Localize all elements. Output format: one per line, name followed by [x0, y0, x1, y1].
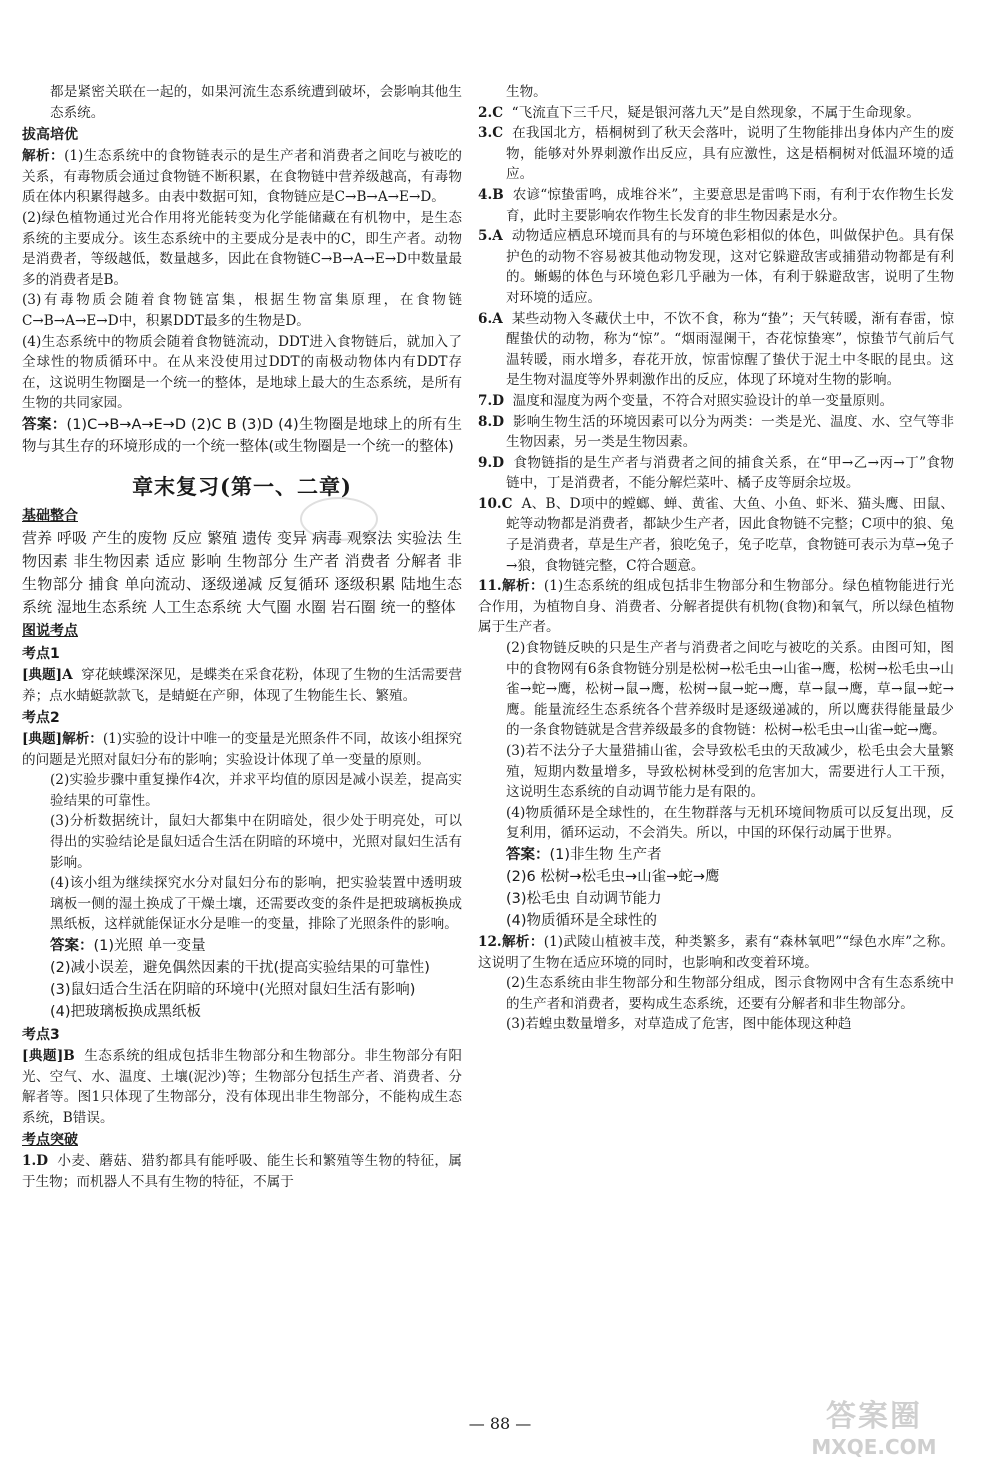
question-number: 2.C [478, 104, 504, 121]
answer-text: (1)C→B→A→E→D (2)C B (3)D (4)生物圈是地球上的所有生物与其生存的环境形成的一个统一整体(或生物圈是一个统一的整体) [22, 416, 463, 455]
question-number: 1.D [22, 1153, 48, 1170]
kaodian-2-answer-4: (4)把玻璃板换成黑纸板 [50, 1004, 202, 1021]
intro-text: 都是紧密关联在一起的，如果河流生态系统遭到破坏，会影响其他生态系统。 [50, 84, 462, 121]
answer-label: 答案： [50, 938, 94, 955]
section-heading-tupo: 考点突破 [22, 1132, 78, 1149]
right-column [478, 82, 954, 1035]
q11-analysis-2: (2)食物链反映的只是生产者与消费者之间吃与被吃的关系。由图可知，图中的食物网有6条食物链分别是松树→松毛虫→山雀→鹰，松树→松毛虫→山雀→蛇→鹰，松树→鼠→鹰，松树→鼠→蛇→鹰，草→鼠→鹰，草→鼠→蛇→鹰。能量流经生态系统各个营养级时是逐级递减的，所以鹰获得能量最少的一条食物链就是含营养级最多的食物链：松树→松毛虫→山雀→蛇→鹰。 [506, 640, 954, 739]
answer-item [478, 123, 954, 185]
tigao-answer [22, 414, 462, 458]
kaodian-2-analysis-2: (2)实验步骤中重复操作4次，并求平均值的原因是减小误差，提高实验结果的可靠性。 [50, 772, 462, 809]
kaodian-2-answer-3: (3)鼠妇适合生活在阴暗的环境中(光照对鼠妇生活有影响) [50, 982, 416, 999]
tigao-analysis-1 [22, 146, 462, 208]
q11-answer-3: (3)松毛虫 自动调节能力 [506, 890, 662, 907]
kaodian-2-answer-2: (2)减小误差，避免偶然因素的干扰(提高实验结果的可靠性) [50, 960, 430, 977]
section-heading-jichu: 基础整合 [22, 507, 78, 524]
left-column [22, 82, 462, 1193]
q11-answer-4: (4)物质循环是全球性的 [506, 912, 658, 929]
kaodian-2-answer-1 [22, 935, 462, 957]
answer-letter: B [63, 1048, 75, 1065]
question-number: 7.D [478, 392, 504, 409]
watermark-url: MXQE.COM [811, 1435, 937, 1459]
typical-question-tag: [典题] [22, 731, 63, 748]
answer-item-text: 在我国北方，梧桐树到了秋天会落叶，说明了生物能排出身体内产生的废物，能够对外界刺激作出反应，具有应激性，这是梧桐树对低温环境的适应。 [506, 125, 954, 183]
answer-label: 答案： [506, 846, 550, 863]
q12-analysis-3: (3)若蝗虫数量增多，对草造成了危害，图中能体现这种趋 [506, 1016, 852, 1033]
kaodian-2-label: 考点2 [22, 710, 60, 727]
question-text: 小麦、蘑菇、猎豹都具有能呼吸、能生长和繁殖等生物的特征，属于生物；而机器人不具有生物的特征，不属于 [22, 1153, 462, 1190]
q11-answer-2: (2)6 松树→松毛虫→山雀→蛇→鹰 [506, 868, 720, 885]
watermark-logo: 答案圈 [826, 1399, 922, 1434]
question-number: 10.C [478, 495, 513, 512]
section-heading-tushuo: 图说考点 [22, 622, 78, 639]
answer-text: (1)非生物 生产者 [549, 846, 662, 863]
answer-item-text: 某些动物入冬藏伏土中，不饮不食，称为“蛰”；天气转暖，渐有春雷，惊醒蛰伏的动物，称为“惊”。“烟雨湿阑干，杏花惊蛰寒”，惊蛰节气前后气温转暖，雨水增多，春花开放，惊雷惊醒了蛰伏于泥土中冬眠的昆虫。这是生物对温度等外界刺激作出的反应，体现了环境对生物的影响。 [506, 310, 954, 389]
q11-answer-1 [478, 844, 954, 866]
answer-item-text: 影响生物生活的环境因素可以分为两类：一类是光、温度、水、空气等非生物因素，另一类是生物因素。 [506, 413, 954, 451]
answer-item [478, 494, 954, 576]
answer-item-text: “飞流直下三千尺，疑是银河落九天”是自然现象，不属于生命现象。 [511, 104, 920, 121]
answer-letter: A [62, 666, 73, 683]
kaodian-2-analysis-1 [22, 729, 462, 770]
kaodian-3-label: 考点3 [22, 1027, 60, 1044]
answer-item [478, 185, 954, 226]
analysis-label: 解析： [22, 148, 65, 165]
question-12 [478, 932, 954, 973]
kaodian-3-text [22, 1046, 462, 1128]
answer-item [478, 103, 954, 124]
watermark [764, 1399, 984, 1465]
question-number: 8.D [478, 413, 504, 430]
answer-item [478, 391, 954, 412]
kaodian-1-body: 穿花蛱蝶深深见，是蝶类在采食花粉，体现了生物的生活需要营养；点水蜻蜓款款飞，是蜻蜓在产卵，体现了生物能生长、繁殖。 [22, 666, 462, 704]
answer-item-text: 农谚“惊蛰雷鸣，成堆谷米”，主要意思是雷鸣下雨，有利于农作物生长发育，此时主要影响农作物生长发育的非生物因素是水分。 [506, 186, 954, 224]
kaodian-1-text [22, 665, 462, 706]
q11-analysis-4: (4)物质循环是全球性的，在生物群落与无机环境间物质可以反复出现，反复利用，循环运动，不会消失。所以，中国的环保行动属于世界。 [506, 804, 954, 842]
q12-analysis-2: (2)生态系统由非生物部分和生物部分组成，图示食物网中含有生态系统中的生产者和消费者，要构成生态系统，还要有分解者和非生物部分。 [506, 975, 954, 1012]
answer-item [478, 453, 954, 494]
question-number: 6.A [478, 310, 503, 327]
answer-item [478, 412, 954, 453]
answer-label: 答案： [22, 416, 67, 433]
section-heading-tigao: 拔高培优 [22, 127, 78, 144]
kaodian-3-body: 生态系统的组成包括非生物部分和生物部分。非生物部分有阳光、空气、水、温度、土壤(泥沙)等；生物部分包括生产者、消费者、分解者等。图1只体现了生物部分，没有体现出非生物部分，不能构成生态系统，B错误。 [22, 1048, 462, 1126]
typical-question-tag: [典题] [22, 1048, 64, 1065]
continued-text: 生物。 [506, 84, 547, 100]
question-number: 5.A [478, 228, 503, 245]
analysis-text: (1)武陵山植被丰茂，种类繁多，素有“森林氧吧”“绿色水库”之称。这说明了生物在适应环境的同时，也影响和改变着环境。 [478, 933, 954, 971]
question-11 [478, 576, 954, 638]
answer-text: (1)光照 单一变量 [93, 938, 206, 955]
question-number: 4.B [478, 186, 504, 203]
answer-item-text: 温度和湿度为两个变量，不符合对照实验设计的单一变量原则。 [512, 392, 894, 409]
q11-analysis-3: (3)若不法分子大量猎捕山雀，会导致松毛虫的天敌减少，松毛虫会大量繁殖，短期内数量增多，导致松树林受到的危害加大，需要进行人工干预，这说明生态系统的自动调节能力是有限的。 [506, 743, 954, 801]
analysis-text: (1)生态系统的组成包括非生物部分和生物部分。绿色植物能进行光合作用，为植物自身、消费者、分解者提供有机物(食物)和氧气，所以绿色植物属于生产者。 [478, 578, 954, 636]
typical-question-tag: [典题] [22, 666, 63, 683]
page-number: — 88 — [468, 1414, 532, 1433]
key-terms: 营养 呼吸 产生的废物 反应 繁殖 遗传 变异 病毒 观察法 实验法 生物因素 非生物因素 适应 影响 生物部分 生产者 消费者 分解者 非生物部分 捕食 单向流动、逐级递减 反复循环 逐级积累 陆地生态系统 湿地生态系统 人工生态系统 大气圈 水圈 岩石圈 统一的整体 [22, 528, 462, 616]
kaodian-2-analysis-3: (3)分析数据统计，鼠妇大都集中在阴暗处，很少处于明亮处，可以得出的实验结论是鼠妇适合生活在阴暗的环境中，光照对鼠妇生活有影响。 [50, 813, 462, 871]
question-number: 9.D [478, 454, 504, 471]
analysis-label: 解析： [501, 578, 544, 595]
tigao-analysis-3: (3)有毒物质会随着食物链富集，根据生物富集原理，在食物链C→B→A→E→D中，积累DDT最多的生物是D。 [22, 292, 462, 329]
answer-item-text: 动物适应栖息环境而具有的与环境色彩相似的体色，叫做保护色。具有保护色的动物不容易被其他动物发现，这对它躲避敌害或捕猎动物都是有利的。蜥蜴的体色与环境色彩几乎融为一体，有利于躲避敌害，说明了生物对环境的适应。 [506, 228, 954, 306]
answer-list [478, 103, 954, 577]
analysis-label: 解析： [62, 731, 103, 748]
answer-item-text: A、B、D项中的螳螂、蝉、黄雀、大鱼、小鱼、虾米、猫头鹰、田鼠、蛇等动物都是消费者，都缺少生产者，因此食物链不完整；C项中的狼、兔子是消费者，草是生产者，狼吃兔子，兔子吃草，食物链可表示为草→兔子→狼，食物链完整，C符合题意。 [506, 495, 954, 574]
question-number: 3.C [478, 125, 504, 142]
kaodian-1-label: 考点1 [22, 645, 60, 662]
analysis-text: (1)实验的设计中唯一的变量是光照条件不同，故该小组探究的问题是光照对鼠妇分布的影响；实验设计体现了单一变量的原则。 [22, 731, 462, 768]
answer-item-text: 食物链指的是生产者与消费者之间的捕食关系，在“甲→乙→丙→丁”食物链中，丁是消费者，不能分解烂菜叶、橘子皮等厨余垃圾。 [506, 454, 954, 492]
stamp-mark [300, 497, 378, 541]
kaodian-2-analysis-4: (4)该小组为继续探究水分对鼠妇分布的影响，把实验装置中透明玻璃板一侧的湿土换成了干燥土壤，还需要改变的条件是把玻璃板换成黑纸板，这样就能保证水分是唯一的变量，排除了光照条件的影响。 [50, 875, 462, 933]
question-1 [22, 1151, 462, 1192]
analysis-text: (1)生态系统中的食物链表示的是生产者和消费者之间吃与被吃的关系，有毒物质会通过食物链不断积累，在食物链中营养级越高，有毒物质在体内积累得越多。由表中数据可知，食物链应是C→B→A→E→D。 [22, 148, 462, 206]
chapter-title: 章末复习(第一、二章) [132, 473, 352, 499]
answer-item [478, 309, 954, 391]
question-number: 12. [478, 933, 502, 950]
question-number: 11. [478, 578, 502, 595]
tigao-analysis-4: (4)生态系统中的物质会随着食物链流动，DDT进入食物链后，就加入了全球性的物质循环中。在从来没使用过DDT的南极动物体内有DDT存在，这说明生物圈是一个统一的整体，是地球上最大的生态系统，是所有生物的共同家园。 [22, 333, 462, 412]
tigao-analysis-2: (2)绿色植物通过光合作用将光能转变为化学能储藏在有机物中，是生态系统的主要成分。该生态系统中的主要成分是表中的C，即生产者。动物是消费者，等级越低，数量越多，因此在食物链C→B→A→E→D中数量最多的消费者是B。 [22, 209, 462, 288]
analysis-label: 解析： [501, 933, 544, 950]
answer-item [478, 226, 954, 308]
